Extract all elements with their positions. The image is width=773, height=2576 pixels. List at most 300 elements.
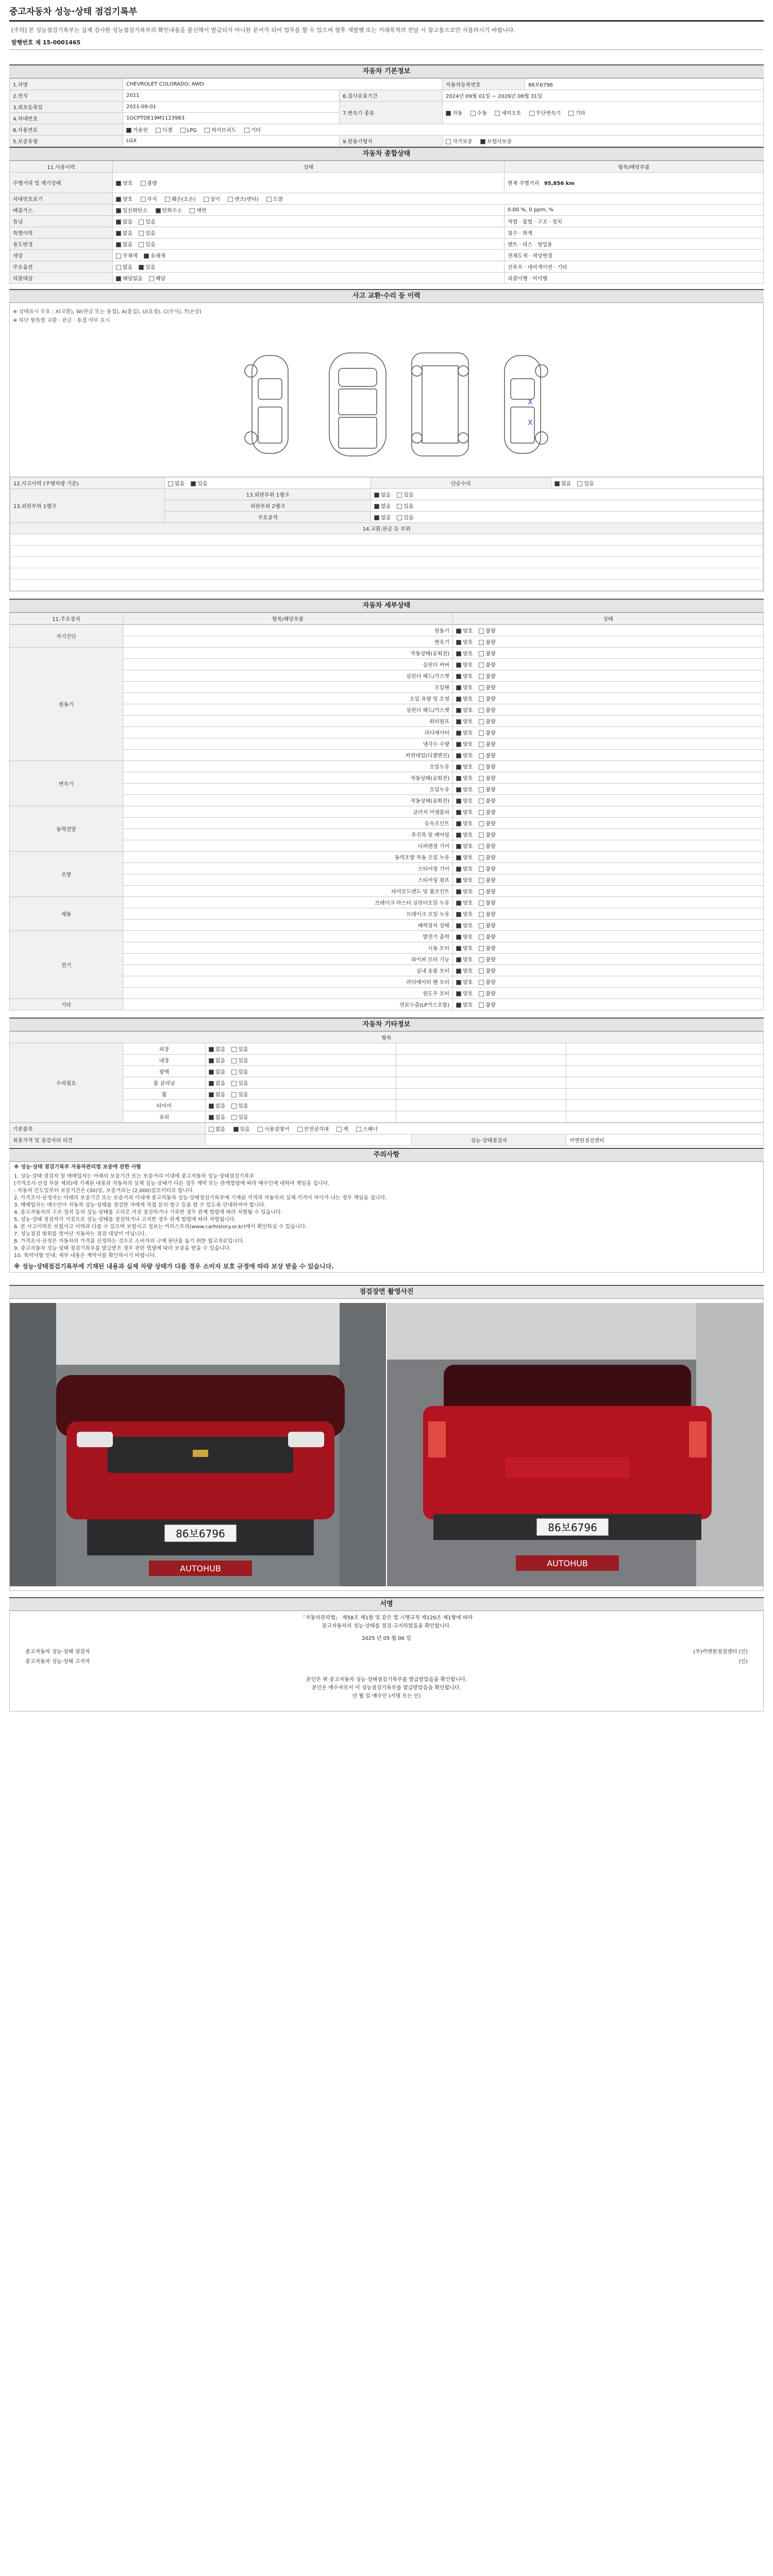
- other-row: [10, 1077, 764, 1089]
- option-bad[interactable]: 불량: [479, 933, 495, 940]
- option-bad[interactable]: 불량: [479, 1001, 495, 1008]
- option[interactable]: 부식: [141, 195, 157, 202]
- option-yes[interactable]: 있음: [231, 1045, 248, 1053]
- checkbox-icon: [479, 935, 484, 940]
- checkbox-icon: [168, 481, 173, 486]
- option-bad[interactable]: 불량: [479, 649, 495, 657]
- detail-item-state: [453, 988, 764, 999]
- detail-row: [10, 659, 764, 670]
- general-row-state: [113, 173, 505, 193]
- repair-needed-label: 수리필요: [10, 1043, 123, 1123]
- notes-line: 6. 본 사고이력은 보험사고 이력과 다를 수 있으며 보험사고 정보는 카히스토리(www.carhistory.or.kr)에서 확인하실 수 있습니다.: [14, 1224, 307, 1230]
- option-none[interactable]: 없음: [116, 240, 132, 248]
- checkbox-icon: [231, 1092, 237, 1097]
- detail-item-label: 와이퍼 모터 기능: [123, 954, 453, 965]
- other-item-state: [206, 1043, 396, 1055]
- detail-item-label: 실린더 헤드/가스켓: [123, 704, 453, 716]
- option-good[interactable]: 양호: [456, 899, 473, 906]
- option-none[interactable]: 없음: [209, 1079, 225, 1087]
- detail-item-state: [453, 852, 764, 863]
- cert-number: [9, 37, 764, 50]
- exchange-mark-icon: X: [528, 398, 533, 406]
- notes-line: - 자동차 인도일부터 보증기간은 (30)일, 보증거리는 (2,000)킬로미터로 합니다.: [14, 1188, 194, 1194]
- detail-item-state: [453, 954, 764, 965]
- car-top-icon: [329, 353, 386, 456]
- option[interactable]: 변조(변타): [228, 195, 258, 202]
- detail-row: [10, 942, 764, 954]
- option-good[interactable]: 양호: [456, 1001, 473, 1008]
- option-good[interactable]: 양호: [456, 706, 473, 714]
- other-item-label: 유리: [123, 1111, 206, 1123]
- detail-item-state: [453, 818, 764, 829]
- checkbox-icon: [479, 1003, 484, 1008]
- frame-options: [371, 512, 763, 523]
- detail-item-label: 연료누출(LP가스포함): [123, 999, 453, 1010]
- option-good[interactable]: 양호: [456, 989, 473, 997]
- checkbox-icon: [456, 640, 461, 645]
- option-none[interactable]: 없음: [116, 229, 132, 236]
- option[interactable]: 매연: [190, 206, 206, 214]
- option-bad[interactable]: 불량: [479, 865, 495, 872]
- option-good[interactable]: 양호: [456, 638, 473, 646]
- option-none[interactable]: 없음: [374, 502, 391, 510]
- option-good[interactable]: 양호: [456, 967, 473, 974]
- basic-items-label: 기본품목: [10, 1123, 206, 1134]
- general-head-note: 항목/해당부품: [505, 161, 764, 173]
- option-bad[interactable]: 불량: [479, 660, 495, 668]
- option-bad[interactable]: 불량: [479, 944, 495, 952]
- checkbox-icon: [456, 991, 461, 996]
- detail-item-state: [453, 636, 764, 648]
- notes-line: (가격조사·산정 부분 제외)에 기재된 내용과 자동차의 실제 성능·상태가 다른 경우 계약 또는 관계법령에 따라 매수인에 대하여 책임을 집니다.: [14, 1181, 330, 1187]
- option-jack[interactable]: 잭: [337, 1125, 348, 1132]
- other-item-state: [206, 1055, 396, 1066]
- checkbox-icon: [479, 776, 484, 781]
- detail-row: [10, 908, 764, 920]
- other-item-state: [206, 1100, 396, 1111]
- notes-emphasis: ※ 성능·상태점검기록부에 기재된 내용과 실제 차량 상태가 다를 경우 소비자 보호 규정에 따라 보상 받을 수 있습니다.: [14, 1263, 334, 1270]
- option-none[interactable]: 해당없음: [116, 274, 143, 282]
- reg-no-label: 자동차등록번호: [443, 79, 525, 90]
- detail-group-label: 동력전달: [10, 806, 123, 852]
- checkbox-icon: [144, 253, 149, 259]
- checkbox-icon: [456, 867, 461, 872]
- option-yes[interactable]: 있음: [233, 1125, 250, 1132]
- detail-item-state: [453, 931, 764, 942]
- notes-line: 2. 가격조사·산정자는 아래의 보증기간 또는 보증거리 이내에 중고자동차 성능·상태점검기록부에 기재된 가격과 자동차의 실제 가격이 차이가 나는 경우 책임을 집니다.: [14, 1195, 387, 1201]
- option[interactable]: 도말: [266, 195, 283, 202]
- checkbox-icon: [456, 957, 461, 962]
- signature-line-1: 「자동차관리법」 제58조 제1항 및 같은 법 시행규칙 제120조 제1항에 따라: [300, 1615, 473, 1621]
- checkbox-icon: [456, 799, 461, 804]
- detail-item-state: [453, 897, 764, 908]
- checkbox-icon: [479, 821, 484, 826]
- option[interactable]: 상이: [204, 195, 220, 202]
- checkbox-icon: [456, 935, 461, 940]
- option-good[interactable]: 양호: [456, 728, 473, 736]
- option-bad[interactable]: 불량: [479, 751, 495, 759]
- option-bad[interactable]: 불량: [479, 989, 495, 997]
- option-bad[interactable]: 불량: [479, 842, 495, 850]
- checkbox-icon: [456, 651, 461, 656]
- option-good[interactable]: 양호: [456, 785, 473, 793]
- option-good[interactable]: 양호: [456, 660, 473, 668]
- notes-line: 7. 성능점검 범위를 벗어난 자동차는 점검 대상이 아닙니다.: [14, 1231, 147, 1237]
- option-good[interactable]: 양호: [456, 774, 473, 782]
- option-yes[interactable]: 있음: [231, 1113, 248, 1121]
- checkbox-icon: [356, 1127, 361, 1132]
- checkbox-icon: [139, 242, 144, 247]
- detail-row: [10, 750, 764, 761]
- option-yes[interactable]: 있음: [231, 1079, 248, 1087]
- checkbox-icon: [479, 946, 484, 951]
- checkbox-icon: [456, 629, 461, 634]
- fuel-opt-other[interactable]: 기타: [244, 126, 261, 133]
- detail-row: [10, 625, 764, 636]
- parts-grid: [10, 534, 763, 591]
- checkbox-icon: [456, 1003, 461, 1008]
- mileage-cell: 현재 주행거리 95,856 km: [505, 173, 764, 193]
- option-good[interactable]: 양호: [456, 978, 473, 986]
- option-spanner[interactable]: 스패너: [356, 1125, 378, 1132]
- option-good[interactable]: 양호: [456, 649, 473, 657]
- option-bad[interactable]: 불량: [479, 808, 495, 816]
- option-good[interactable]: 양호: [456, 910, 473, 918]
- option[interactable]: 일산화탄소: [116, 206, 147, 214]
- other-row: [10, 1055, 764, 1066]
- option-none[interactable]: 없음: [209, 1056, 225, 1064]
- detail-item-state: [453, 886, 764, 897]
- checkbox-icon: [231, 1104, 237, 1109]
- option-bad[interactable]: 불량: [479, 876, 495, 884]
- option-bad[interactable]: 불량: [479, 819, 495, 827]
- option-yes[interactable]: 있음: [397, 502, 413, 510]
- detail-item-state: [453, 682, 764, 693]
- checkbox-icon: [231, 1081, 237, 1086]
- detail-row: [10, 886, 764, 897]
- option-bad[interactable]: 불량: [479, 774, 495, 782]
- option-bad[interactable]: 불량: [479, 955, 495, 963]
- warranty-opt-self[interactable]: 자가보증: [446, 137, 473, 145]
- car-right-side-icon: [505, 355, 548, 453]
- car-name-value: CHEVROLET COLORADO, AWD: [123, 79, 443, 90]
- option-yes[interactable]: 있음: [139, 240, 155, 248]
- other-footer-table: [9, 1123, 764, 1146]
- option-good[interactable]: 양호: [456, 740, 473, 748]
- section-other-info: 자동차 기타정보: [9, 1018, 764, 1031]
- transmission-options: [443, 101, 764, 124]
- option-good[interactable]: 양호: [456, 865, 473, 872]
- notes-lines: [14, 1173, 759, 1260]
- car-left-side-icon: [245, 355, 288, 453]
- option-good[interactable]: 양호: [456, 842, 473, 850]
- transmission-opt-semi[interactable]: 세미오토: [495, 109, 522, 116]
- option-none[interactable]: 없음: [209, 1045, 225, 1053]
- front-plate-text: 86보6796: [176, 1528, 225, 1540]
- option-bad[interactable]: 불량: [479, 785, 495, 793]
- general-row-state: [113, 193, 764, 205]
- option-none[interactable]: 없음: [374, 513, 391, 521]
- option-good[interactable]: 양호: [456, 887, 473, 895]
- option-good[interactable]: 양호: [456, 626, 473, 634]
- checkbox-icon: [456, 946, 461, 951]
- detail-row: [10, 920, 764, 931]
- option-yes[interactable]: 있음: [139, 217, 155, 225]
- general-state-table: [9, 161, 764, 284]
- option-none[interactable]: 없음: [209, 1113, 225, 1121]
- option-triangle[interactable]: 안전삼각대: [297, 1125, 329, 1132]
- option-bad[interactable]: 불량: [479, 717, 495, 725]
- option-bad[interactable]: 불량: [479, 831, 495, 838]
- option-bad[interactable]: 불량: [479, 921, 495, 929]
- detail-group-label: 제동: [10, 897, 123, 931]
- option-good[interactable]: 양호: [456, 933, 473, 940]
- transmission-opt-manual[interactable]: 수동: [470, 109, 487, 116]
- general-row-state: [113, 273, 505, 284]
- fuel-opt-lpg[interactable]: LPG: [180, 128, 197, 133]
- option[interactable]: 훼손(오손): [165, 195, 195, 202]
- checkbox-icon: [231, 1058, 237, 1063]
- option-bad[interactable]: 불량: [479, 672, 495, 680]
- option-yes[interactable]: 있음: [577, 479, 594, 487]
- accident-panel: [9, 303, 764, 591]
- section-signature: 서명: [9, 1597, 764, 1611]
- detail-row: [10, 976, 764, 988]
- notes-panel: [9, 1162, 764, 1273]
- detail-row: [10, 682, 764, 693]
- checkbox-icon: [479, 957, 484, 962]
- option-good[interactable]: 양호: [456, 717, 473, 725]
- option-yes[interactable]: 있음: [139, 263, 155, 270]
- detail-item-state: [453, 750, 764, 761]
- dealer-row: [10, 1656, 763, 1666]
- checkbox-icon: [397, 493, 402, 498]
- inspection-period-label: 6.검사유효기간: [340, 90, 443, 101]
- accident-table: [10, 477, 763, 534]
- car-name-label: 1.차명: [10, 79, 123, 90]
- detail-item-label: 오일누유: [123, 761, 453, 772]
- other-item-blank: [566, 1111, 764, 1123]
- section-detail-state: 자동차 세부상태: [9, 599, 764, 613]
- notes-line: 8. 가격조사·산정은 자동차의 가격을 산정하는 것으로 소비자의 구매 판단을 돕기 위한 참고자료입니다.: [14, 1239, 244, 1244]
- option-none[interactable]: 없음: [374, 490, 391, 498]
- option-bad[interactable]: 불량: [479, 638, 495, 646]
- transmission-opt-cvt[interactable]: 무단변속기: [529, 109, 561, 116]
- detail-row: [10, 852, 764, 863]
- frame-label: 주요골격: [165, 512, 371, 523]
- detail-row: [10, 988, 764, 999]
- detail-item-label: 등속조인트: [123, 818, 453, 829]
- inspector-value: (주)카앤원점검센터 (인): [693, 1649, 748, 1655]
- checkbox-icon: [456, 855, 461, 860]
- checkbox-icon: [456, 810, 461, 815]
- option-bad[interactable]: 불량: [479, 728, 495, 736]
- detail-item-state: [453, 908, 764, 920]
- option-yes[interactable]: 있음: [231, 1067, 248, 1075]
- option-achromatic[interactable]: 무채색: [116, 251, 138, 259]
- car-diagram: [10, 325, 763, 477]
- option-good[interactable]: 양호: [456, 751, 473, 759]
- other-row: [10, 1066, 764, 1077]
- checkbox-icon: [479, 765, 484, 770]
- other-item-label: 룸 클리닝: [123, 1077, 206, 1089]
- other-row: [10, 1100, 764, 1111]
- option-none[interactable]: 없음: [116, 263, 132, 270]
- option-bad[interactable]: 불량: [479, 626, 495, 634]
- option-good[interactable]: 양호: [456, 853, 473, 861]
- option-good[interactable]: 양호: [116, 179, 132, 187]
- option-bad[interactable]: 불량: [141, 179, 157, 187]
- option-good[interactable]: 양호: [456, 683, 473, 691]
- general-row-extra: 선루프 · 네비게이션 · 기타: [505, 261, 764, 273]
- option-good[interactable]: 양호: [456, 876, 473, 884]
- section-accident-history: 사고 교환·수리 등 이력: [9, 289, 764, 303]
- footer-line-3: 년 월 일 매수인 (서명 또는 인): [352, 1693, 421, 1699]
- detail-row: [10, 636, 764, 648]
- option-bad[interactable]: 불량: [479, 978, 495, 986]
- option[interactable]: 탄화수소: [156, 206, 182, 214]
- option-yes[interactable]: 있음: [231, 1101, 248, 1109]
- rank2-options: [371, 500, 763, 512]
- other-item-blank: [566, 1055, 764, 1066]
- fuel-opt-gasoline[interactable]: 가솔린: [126, 126, 148, 133]
- detail-item-label: 브레이크 오일 누유: [123, 908, 453, 920]
- other-item-blank: [396, 1111, 566, 1123]
- detail-row: [10, 931, 764, 942]
- option-bad[interactable]: 불량: [479, 853, 495, 861]
- option-manual[interactable]: 사용설명서: [258, 1125, 289, 1132]
- option-chromatic[interactable]: 유채색: [144, 251, 165, 259]
- option-yes[interactable]: 있음: [231, 1056, 248, 1064]
- checkbox-icon: [479, 901, 484, 906]
- front-sign-text: AUTOHUB: [180, 1564, 221, 1573]
- transmission-label: 7.변속기 종류: [340, 101, 443, 124]
- option-good[interactable]: 양호: [456, 831, 473, 838]
- checkbox-icon: [456, 663, 461, 668]
- accident-history-label: 12.사고이력 (주행차량 기준): [10, 478, 165, 489]
- option-bad[interactable]: 불량: [479, 910, 495, 918]
- option-none[interactable]: 없음: [554, 479, 571, 487]
- option-none[interactable]: 없음: [209, 1067, 225, 1075]
- fuel-opt-diesel[interactable]: 디젤: [156, 126, 172, 133]
- option-bad[interactable]: 불량: [479, 967, 495, 974]
- option-good[interactable]: 양호: [456, 694, 473, 702]
- option-good[interactable]: 양호: [456, 944, 473, 952]
- checkbox-icon: [116, 276, 121, 281]
- transmission-opt-auto[interactable]: 자동: [446, 109, 462, 116]
- warranty-opt-insurer[interactable]: 보험사보증: [480, 137, 512, 145]
- option-yes[interactable]: 있음: [139, 229, 155, 236]
- option-bad[interactable]: 불량: [479, 796, 495, 804]
- option-good[interactable]: 양호: [456, 796, 473, 804]
- detail-row: [10, 784, 764, 795]
- option-none[interactable]: 없음: [209, 1101, 225, 1109]
- option-bad[interactable]: 불량: [479, 762, 495, 770]
- other-item-state: [206, 1077, 396, 1089]
- checkbox-icon: [209, 1058, 214, 1063]
- checkbox-icon: [456, 685, 461, 690]
- fuel-opt-hybrid[interactable]: 하이브리드: [205, 126, 236, 133]
- detail-item-label: 실린더 커버: [123, 659, 453, 670]
- option-yes[interactable]: 해당: [149, 274, 165, 282]
- section-general-state: 자동차 종합상태: [9, 147, 764, 161]
- detail-item-label: 냉각수 수량: [123, 738, 453, 750]
- option-good[interactable]: 양호: [456, 921, 473, 929]
- signature-date: 2025 년 05 월 06 일: [362, 1636, 411, 1641]
- option-good[interactable]: 양호: [456, 819, 473, 827]
- mileage-value: 95,856 km: [544, 181, 575, 187]
- detail-row: [10, 727, 764, 738]
- other-item-blank: [396, 1077, 566, 1089]
- detail-group-label: 원동기: [10, 648, 123, 761]
- checkbox-icon: [209, 1115, 214, 1120]
- other-item-blank: [566, 1043, 764, 1055]
- rank1-label: 13.외판부위 1랭크: [165, 489, 371, 500]
- option-yes[interactable]: 있음: [397, 490, 413, 498]
- checkbox-icon: [479, 912, 484, 917]
- checkbox-icon: [479, 697, 484, 702]
- option-good[interactable]: 양호: [456, 672, 473, 680]
- option-good[interactable]: 양호: [456, 955, 473, 963]
- option-yes[interactable]: 있음: [397, 513, 413, 521]
- checkbox-icon: [456, 697, 461, 702]
- inspector-label: 중고자동차 성능·상태 점검자: [25, 1649, 90, 1655]
- checkbox-icon: [374, 504, 379, 509]
- emission-values: 0.00 %, 0 ppm, %: [505, 205, 764, 216]
- option-bad[interactable]: 불량: [479, 706, 495, 714]
- notes-line: 9. 중고자동차 성능·상태 점검기록부를 발급받은 경우 관련 법령에 따라 보증을 받을 수 있습니다.: [14, 1246, 231, 1251]
- checkbox-icon: [297, 1127, 303, 1132]
- checkbox-icon: [456, 753, 461, 758]
- detail-item-state: [453, 716, 764, 727]
- option-yes[interactable]: 있음: [191, 479, 207, 487]
- option-none[interactable]: 없음: [116, 217, 132, 225]
- option-bad[interactable]: 불량: [479, 887, 495, 895]
- option-bad[interactable]: 불량: [479, 694, 495, 702]
- section-basic-info: 자동차 기본정보: [9, 64, 764, 78]
- option-none[interactable]: 없음: [168, 479, 184, 487]
- checkbox-icon: [374, 515, 379, 520]
- option-bad[interactable]: 불량: [479, 740, 495, 748]
- detail-group-label: 변속기: [10, 761, 123, 806]
- option-none[interactable]: 없음: [209, 1090, 225, 1098]
- general-row-label: 튜닝: [10, 216, 113, 227]
- checkbox-icon: [209, 1127, 214, 1132]
- other-item-label: 휠: [123, 1089, 206, 1100]
- option-bad[interactable]: 불량: [479, 899, 495, 906]
- option[interactable]: 양호: [116, 195, 132, 202]
- option-bad[interactable]: 불량: [479, 683, 495, 691]
- year-label: 2.연식: [10, 90, 123, 101]
- accident-history-options: [165, 478, 371, 489]
- checkbox-icon: [456, 731, 461, 736]
- basic-items-options: [206, 1123, 764, 1134]
- transmission-opt-other[interactable]: 기타: [568, 109, 585, 116]
- other-item-blank: [396, 1100, 566, 1111]
- footer-line-1: 본인은 위 중고자동차 성능·상태점검기록부를 발급받았음을 확인합니다.: [306, 1677, 467, 1683]
- checkbox-icon: [446, 111, 451, 116]
- checkbox-icon: [568, 111, 574, 116]
- general-row-label: 용도변경: [10, 239, 113, 250]
- option-good[interactable]: 양호: [456, 808, 473, 816]
- checkbox-icon: [479, 810, 484, 815]
- notes-line: 5. 성능·상태 점검자가 거짓으로 성능·상태를 점검하거나 고지한 경우 관계 법령에 따라 처벌됩니다.: [14, 1217, 236, 1223]
- option-yes[interactable]: 있음: [231, 1090, 248, 1098]
- section-notes: 주의사항: [9, 1148, 764, 1162]
- option-good[interactable]: 양호: [456, 762, 473, 770]
- other-row: [10, 1111, 764, 1123]
- option-none[interactable]: 없음: [209, 1125, 225, 1132]
